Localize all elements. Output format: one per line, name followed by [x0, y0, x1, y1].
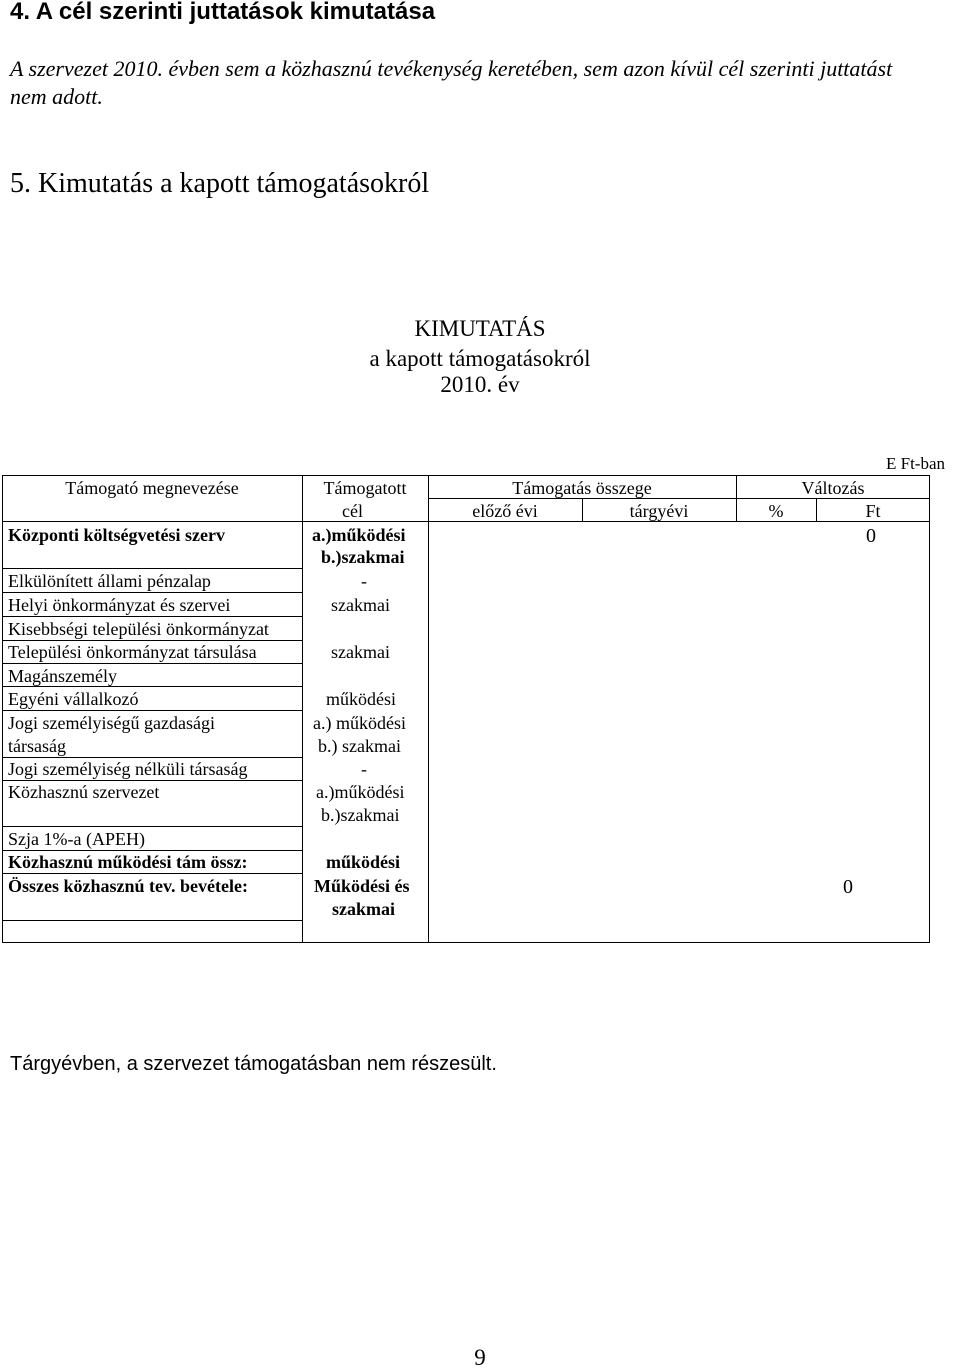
- header-purpose-line1: Támogatott: [323, 478, 407, 498]
- row-name: Jogi személyiség nélküli társaság: [8, 759, 248, 779]
- row-name: Közhasznú szervezet: [8, 782, 160, 802]
- row-name: Jogi személyiségű gazdasági: [8, 713, 215, 733]
- header-change: Változás: [801, 478, 865, 498]
- row-name: Települési önkormányzat társulása: [8, 642, 257, 662]
- row-name: társaság: [8, 736, 66, 756]
- row-purpose: a.)működési: [312, 525, 406, 545]
- row-name: Kisebbségi települési önkormányzat: [8, 619, 269, 639]
- intro-text-line-2: nem adott.: [10, 84, 103, 109]
- section-4-heading: 4. A cél szerinti juttatások kimutatása: [10, 0, 436, 25]
- header-purpose-line2: cél: [342, 501, 363, 521]
- row-ft-value: 0: [866, 525, 876, 547]
- statement-title: KIMUTATÁS: [414, 316, 546, 341]
- row-name: Helyi önkormányzat és szervei: [8, 595, 231, 615]
- row-purpose: működési: [326, 689, 396, 709]
- page-number: 9: [474, 1345, 486, 1370]
- row-purpose: szakmai: [331, 595, 390, 615]
- header-ft: Ft: [865, 501, 881, 521]
- header-amount: Támogatás összege: [512, 478, 652, 498]
- header-prev-year: előző évi: [472, 501, 538, 521]
- row-purpose: -: [361, 571, 367, 591]
- row-purpose: b.) szakmai: [318, 736, 401, 756]
- row-purpose: a.)működési: [316, 782, 405, 802]
- header-pct: %: [768, 501, 784, 521]
- row-purpose: a.) működési: [313, 713, 406, 733]
- row-name: Elkülönített állami pénzalap: [8, 571, 211, 591]
- currency-unit-note: E Ft-ban: [886, 454, 946, 473]
- closing-statement: Tárgyévben, a szervezet támogatásban nem részesült.: [10, 1053, 497, 1075]
- section-5-heading: 5. Kimutatás a kapott támogatásokról: [10, 168, 430, 199]
- statement-subtitle: a kapott támogatásokról: [369, 346, 591, 371]
- row-name: Magánszemély: [8, 666, 117, 686]
- row-purpose: b.)szakmai: [321, 805, 400, 825]
- row-purpose: szakmai: [331, 642, 390, 662]
- header-supporter: Támogató megnevezése: [65, 478, 239, 498]
- row-purpose: szakmai: [332, 899, 395, 919]
- row-name: Központi költségvetési szerv: [8, 525, 225, 545]
- row-purpose: -: [361, 759, 367, 779]
- intro-text-line-1: A szervezet 2010. évben sem a közhasznú tevékenység keretében, sem azon kívül cél szerinti juttatást: [10, 56, 893, 81]
- row-name: Szja 1%-a (APEH): [8, 829, 145, 849]
- row-purpose: működési: [326, 852, 401, 872]
- row-purpose: b.)szakmai: [321, 547, 405, 567]
- row-name: Egyéni vállalkozó: [8, 689, 139, 709]
- row-name: Közhasznú működési tám össz:: [8, 852, 248, 872]
- row-purpose: Működési és: [314, 876, 410, 896]
- header-current-year: tárgyévi: [629, 501, 689, 521]
- statement-year: 2010. év: [440, 372, 520, 397]
- row-ft-value: 0: [843, 876, 853, 898]
- row-name: Összes közhasznú tev. bevétele:: [8, 876, 248, 896]
